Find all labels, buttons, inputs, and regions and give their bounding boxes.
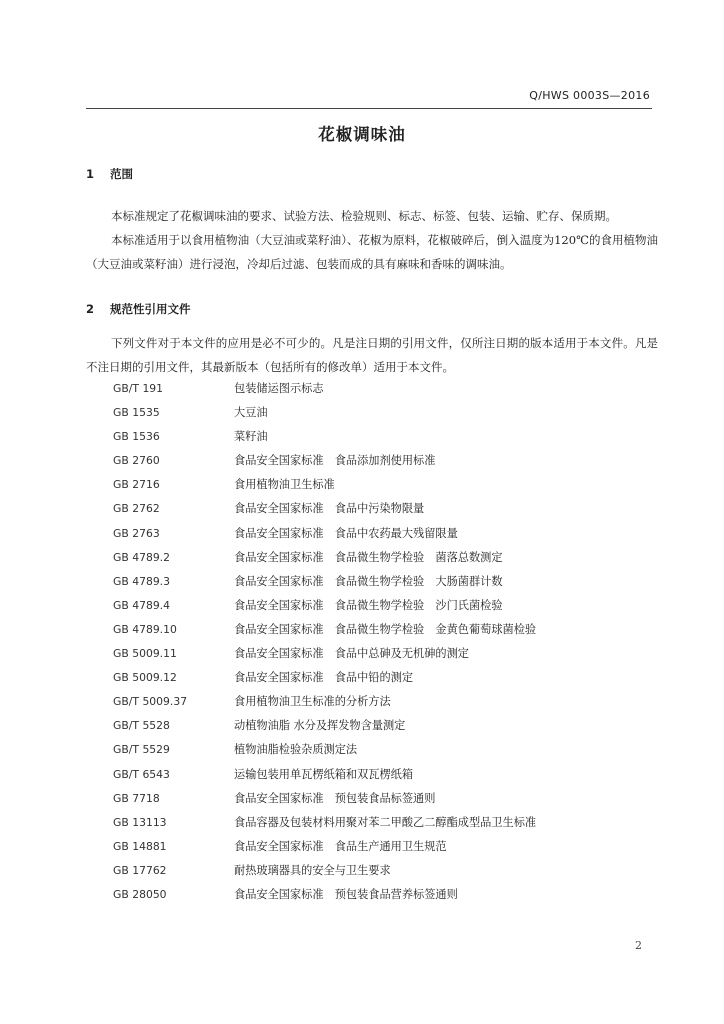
reference-title: 植物油脂检验杂质测定法 xyxy=(234,743,358,757)
reference-item xyxy=(113,618,536,642)
reference-item xyxy=(113,690,536,714)
header-rule xyxy=(86,108,652,109)
reference-item xyxy=(113,714,536,738)
reference-code: GB 2763 xyxy=(113,526,160,540)
reference-item xyxy=(113,883,536,907)
reference-code: GB 13113 xyxy=(113,815,167,829)
reference-code: GB 7718 xyxy=(113,791,160,805)
reference-item xyxy=(113,473,536,497)
reference-item xyxy=(113,570,536,594)
section-heading-normative-references xyxy=(86,301,191,317)
reference-item xyxy=(113,425,536,449)
reference-title: 大豆油 xyxy=(234,406,268,420)
reference-title: 食品安全国家标准 食品生产通用卫生规范 xyxy=(234,839,447,853)
section-number: 2 xyxy=(86,302,95,316)
reference-item xyxy=(113,497,536,521)
reference-title: 食品安全国家标准 预包装食品营养标签通则 xyxy=(234,887,458,901)
reference-item xyxy=(113,642,536,666)
page-number: 2 xyxy=(635,939,642,952)
reference-code: GB 5009.11 xyxy=(113,647,177,661)
reference-code: GB 4789.3 xyxy=(113,574,170,588)
reference-item xyxy=(113,401,536,425)
section-title: 规范性引用文件 xyxy=(110,302,191,316)
reference-code: GB 2716 xyxy=(113,478,160,492)
reference-item xyxy=(113,811,536,835)
reference-code: GB 17762 xyxy=(113,863,167,877)
reference-item xyxy=(113,546,536,570)
reference-code: GB 14881 xyxy=(113,839,167,853)
reference-item xyxy=(113,763,536,787)
reference-code: GB/T 5528 xyxy=(113,719,170,733)
reference-title: 食品安全国家标准 预包装食品标签通则 xyxy=(234,791,436,805)
section-number: 1 xyxy=(86,167,95,181)
reference-title: 耐热玻璃器具的安全与卫生要求 xyxy=(234,863,391,877)
reference-list xyxy=(113,377,536,907)
reference-code: GB 5009.12 xyxy=(113,671,177,685)
reference-item xyxy=(113,738,536,762)
reference-title: 食品安全国家标准 食品中污染物限量 xyxy=(234,502,425,516)
reference-title: 食品安全国家标准 食品中农药最大残留限量 xyxy=(234,526,458,540)
reference-title: 包装储运图示标志 xyxy=(234,382,324,395)
references-intro-paragraph: 下列文件对于本文件的应用是必不可少的。凡是注日期的引用文件，仅所注日期的版本适用于本文件。凡是不注日期的引用文件，其最新版本（包括所有的修改单）适用于本文件。 xyxy=(86,336,658,374)
reference-code: GB/T 5009.37 xyxy=(113,695,188,709)
scope-paragraph-2: 本标准适用于以食用植物油（大豆油或菜籽油）、花椒为原料，花椒破碎后，倒入温度为120℃的食用植物油（大豆油或菜籽油）进行浸泡，冷却后过滤、包装而成的具有麻味和香味的调味油。 xyxy=(86,233,658,271)
reference-item xyxy=(113,666,536,690)
reference-code: GB 1536 xyxy=(113,430,160,444)
reference-title: 食品安全国家标准 食品微生物学检验 菌落总数测定 xyxy=(234,550,503,564)
reference-code: GB 4789.2 xyxy=(113,550,170,564)
reference-title: 食品安全国家标准 食品中铅的测定 xyxy=(234,671,414,685)
reference-title: 食用植物油卫生标准 xyxy=(234,478,335,492)
reference-item xyxy=(113,835,536,859)
reference-title: 食品安全国家标准 食品微生物学检验 沙门氏菌检验 xyxy=(234,598,503,612)
reference-code: GB/T 6543 xyxy=(113,767,170,781)
reference-code: GB 1535 xyxy=(113,406,160,420)
scope-paragraph-1: 本标准规定了花椒调味油的要求、试验方法、检验规则、标志、标签、包装、运输、贮存、保质期。 xyxy=(111,209,617,223)
reference-code: GB 2762 xyxy=(113,502,160,516)
reference-title: 动植物油脂 水分及挥发物含量测定 xyxy=(234,719,406,733)
reference-title: 运输包装用单瓦楞纸箱和双瓦楞纸箱 xyxy=(234,767,414,781)
reference-code: GB 4789.4 xyxy=(113,598,170,612)
reference-item xyxy=(113,522,536,546)
reference-title: 食品安全国家标准 食品中总砷及无机砷的测定 xyxy=(234,647,469,661)
reference-code: GB 4789.10 xyxy=(113,622,177,636)
reference-title: 食品安全国家标准 食品微生物学检验 大肠菌群计数 xyxy=(234,574,503,588)
document-title: 花椒调味油 xyxy=(318,125,406,144)
reference-item xyxy=(113,787,536,811)
section-heading-scope xyxy=(86,166,133,182)
reference-item xyxy=(113,859,536,883)
reference-code: GB 28050 xyxy=(113,887,167,901)
reference-item xyxy=(113,449,536,473)
reference-code: GB/T 5529 xyxy=(113,743,170,757)
reference-title: 食用植物油卫生标准的分析方法 xyxy=(234,695,391,709)
section-title: 范围 xyxy=(110,167,134,181)
reference-code: GB/T 191 xyxy=(113,382,164,395)
reference-item xyxy=(113,594,536,618)
reference-title: 食品安全国家标准 食品微生物学检验 金黄色葡萄球菌检验 xyxy=(234,622,537,636)
reference-title: 食品容器及包装材料用聚对苯二甲酸乙二醇酯成型品卫生标准 xyxy=(234,815,537,829)
reference-title: 菜籽油 xyxy=(234,430,268,444)
reference-item xyxy=(113,377,536,401)
reference-title: 食品安全国家标准 食品添加剂使用标准 xyxy=(234,454,436,468)
standard-code: Q/HWS 0003S—2016 xyxy=(529,89,650,102)
reference-code: GB 2760 xyxy=(113,454,160,468)
